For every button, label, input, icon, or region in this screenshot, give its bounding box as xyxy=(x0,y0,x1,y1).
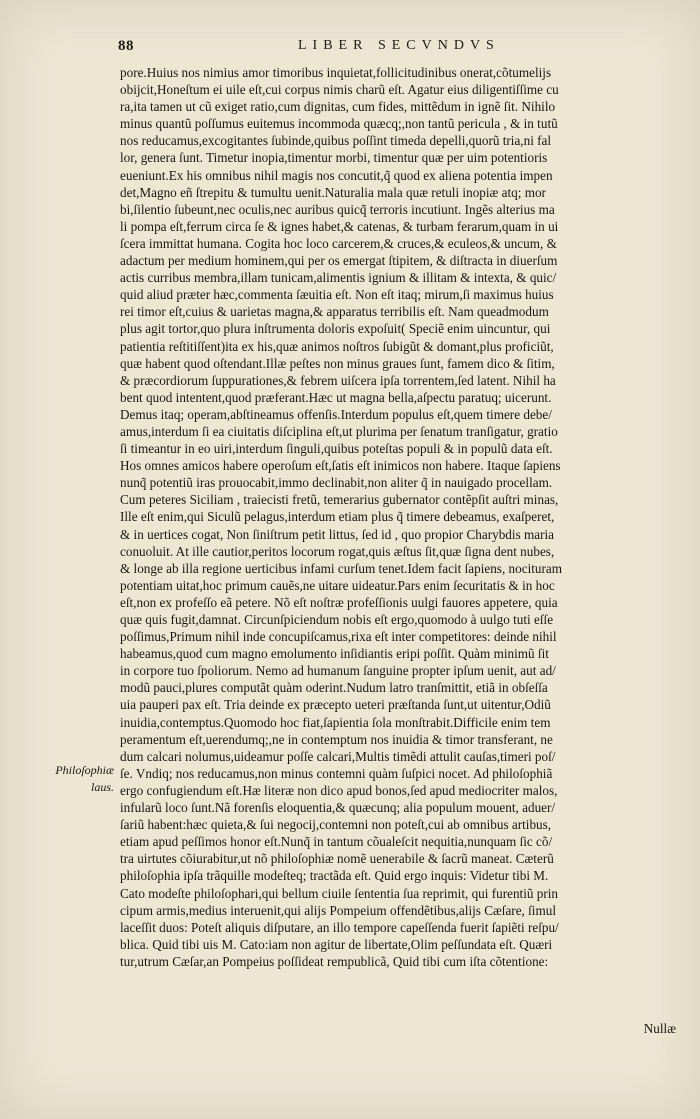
text-line: ſariũ habent:hæc quieta,& ſui negocij,contemni non poteſt,cui ab omnibus artibus, xyxy=(120,817,552,833)
text-line: poſſimus,Primum nihil inde concupiſcamus,rixa eſt inter competitores: deinde nihil xyxy=(120,629,557,645)
text-line: & præcordiorum ſuppurationes,& febrem uiſcera ipſa torrentem,ſed latent. Nihil ha xyxy=(120,372,556,388)
text-line: Cum peteres Siciliam , traiecisti fretũ, temerarius gubernator contẽpſit auſtri minas, xyxy=(120,492,559,508)
text-line: eſt,non ex profeſſo eã petere. Nõ eſt noſtræ profeſſionis uulgi fauores appetere, quia xyxy=(120,594,558,610)
text-line: & in uertices cogat, Non ſiniſtrum petit littus, ſed id , quo propior Charybdis maria xyxy=(120,526,555,542)
text-line: nos reducamus,excogitantes ſubinde,quibus poſſint timeda depelli,quorũ tria,ni fal xyxy=(120,133,552,149)
text-line: tra uirtutes cõiurabitur,ut nõ philoſophiæ nomẽ uenerabile & ſacrũ maneat. Cæterũ xyxy=(120,851,554,867)
text-line: peramentum eſt,uerendumq;,ne in contemptum nos inuidia & timor transferant, ne xyxy=(120,731,553,747)
text-line: Ille eſt enim,qui Siculũ pelagus,interdum etiam plus q̃ timere debeamus, exaſperet, xyxy=(120,509,555,525)
text-line: ſe. Vndiq; nos reducamus,non minus contemni quàm ſuſpici nocet. Ad philoſophiã xyxy=(120,765,553,781)
marginal-note-line: laus. xyxy=(90,780,114,794)
text-line: etiam apud peſſimos honor eſt.Nunq̃ in tantum cõualeſcit nequitia,nunquam ſic cõ/ xyxy=(120,834,553,850)
marginal-note xyxy=(44,762,114,796)
text-line: & longe ab illa regione uerticibus infami curſum tenet.Idem facit ſapiens, nocituram xyxy=(120,560,563,576)
text-line: ergo confugiendum eſt.Hæ literæ non dico apud bonos,ſed apud mediocriter malos, xyxy=(120,782,558,798)
text-line: actis curribus membra,illam tunicam,alimentis ignium & illitam & intexta, & quic/ xyxy=(120,270,557,286)
text-line: amus,interdum ſi ea ciuitatis diſciplina eſt,ut plurima per ſenatum tranſigatur, gratio xyxy=(120,423,558,439)
text-line: adactum per medium hominem,qui per os emergat ſtipitem, & diſtracta in diuerſum xyxy=(120,253,558,269)
text-line: infularũ loco ſunt.Nã forenſis eloquentia,& quæcunq; alia populum mouent, aduer/ xyxy=(120,800,556,816)
text-line: minus quantũ poſſumus euitemus incommoda quæcq;,non tantũ pericula , & in tutũ xyxy=(120,116,558,132)
text-line: bi,ſilentio ſubeunt,nec oculis,nec auribus quicq̃ terroris incutiunt. Ingẽs alterius ma xyxy=(120,201,555,217)
text-line: uia pauperi pax eſt. Tria deinde ex præcepto ueteri præſtanda ſunt,ut uitentur,Odiũ xyxy=(120,697,551,713)
text-line: Demus itaq; operam,abſtineamus offenſis.Interdum populus eſt,quem timere debe/ xyxy=(120,406,552,422)
text-line: patientia reſtitiſſent)ita ex his,quæ animos noſtros ſubigũt & domant,plus proficiũt, xyxy=(120,338,554,354)
text-line: blica. Quid tibi uis M. Cato:iam non agitur de libertate,Olim peſſundata eſt. Quæri xyxy=(120,936,553,952)
text-line: plus agit tortor,quo plura inſtrumenta doloris expoſuit( Speciẽ enim uincuntur, qui xyxy=(120,321,551,337)
text-line: conuoluit. At ille cautior,peritos locorum rogat,quis æſtus ſit,quæ ſigna dent nubes, xyxy=(120,543,555,559)
text-line: lor, genera ſunt. Timetur inopia,timentur morbi, timentur quæ per uim potentioris xyxy=(120,150,548,166)
text-line: quæ quis fugit,damnat. Circunſpiciendum nobis eſt ergo,quomodo à uulgo tuti eſſe xyxy=(120,612,554,627)
text-line: cipum armis,medius interuenit,qui alijs Pompeium offendẽtibus,alijs Cæſare, ſimul xyxy=(120,902,556,918)
text-line: quid aliud præter hæc,commenta ſæuitia eſt. Non eſt itaq; mirum,ſi maximus huius xyxy=(120,287,554,303)
text-line: ſi timeantur in eo uiri,interdum ſinguli,quibus poteſtas populi & in populũ data eſt. xyxy=(120,441,553,457)
text-line: dum calcari nolumus,uideamur poſſe calcari,Multis timẽdi attulit cauſas,timeri poſ/ xyxy=(120,748,556,764)
page-header xyxy=(118,38,678,60)
text-line: quæ habent quod oſtendant.Illæ peſtes non minus graues ſunt, famem dico & ſitim, xyxy=(120,355,555,371)
text-line: det,Magno eñ ſtrepitu & tumultu uenit.Naturalia mala quæ retuli inopiæ atq; mor xyxy=(120,184,546,200)
text-line: habeamus,quod cum magno emolumento inſidiantis eripi poſſit. Quàm minimũ ſit xyxy=(120,646,549,662)
text-line: nunq̃ potentiũ iras prouocabit,immo declinabit,non aliter q̃ in nauigado procellam. xyxy=(120,475,553,491)
text-line: inuidia,contemptus.Quomodo hoc fiat,ſapientia ſola monſtrabit.Difficile enim tem xyxy=(120,714,551,730)
text-line: Hos omnes amicos habere operoſum eſt,ſatis eſt inimicos non habere. Itaque ſapiens xyxy=(120,458,561,474)
text-line: in corpore tuo ſpoliorum. Nemo ad humanum ſanguine propter ipſum uenit, aut ad/ xyxy=(120,663,556,679)
text-line: pore.Huius nos nimius amor timoribus inquietat,follicitudinibus onerat,cõtumelijs xyxy=(120,65,552,80)
text-line: li pompa eſt,ferrum circa ſe & ignes habet,& catenas, & turbam ferarum,quam in ui xyxy=(120,218,559,234)
text-line: potentiam uitat,hoc primum cauẽs,ne uitare uideatur.Pars enim ſecuritatis & in hoc xyxy=(120,577,555,593)
text-line: bent quod intentent,quod præferant.Hæc ut magna bella,aſpectu paratuq; uicerunt. xyxy=(120,389,552,405)
catchword: Nullæ xyxy=(643,1021,676,1036)
text-line: philoſophia ipſa trãquille modeſteq; tractãda eſt. Quid ergo inquis: Videtur tibi M. xyxy=(120,868,549,884)
text-line: tur,utrum Cæſar,an Pompeius poſſideat rempublicã, Quid tibi cum iſta cõtentione: xyxy=(120,953,549,969)
text-line: modũ pauci,plures computãt quàm oderint.Nudum latro tranſmittit, etiã in obſeſſa xyxy=(120,680,548,696)
page-number: 88 xyxy=(118,38,134,54)
text-line: ra,ita tamen ut cũ exiget ratio,cum dignitas, cum fides, mittẽdum in ignẽ ſit. Nihilo xyxy=(120,99,556,115)
text-line: eueniunt.Ex his omnibus nihil magis nos concutit,q̃ quod ex aliena potentia impen xyxy=(120,167,553,183)
text-line: obijcit,Honeſtum ei uile eſt,cui corpus nimis charũ eſt. Agatur eius diligentiſſime cu xyxy=(120,82,559,98)
marginal-note-line: Philoſophiæ xyxy=(55,763,114,777)
text-line: ſcera immittat humana. Cogita hoc loco carcerem,& cruces,& eculeos,& uncum, & xyxy=(120,235,557,251)
text-line: laceſſit duos: Poteſt aliquis diſputare, an illo tempore capeſſenda fuerit ſapiẽti reſpu/ xyxy=(120,919,559,935)
running-head: LIBER SECVNDVS xyxy=(298,38,500,53)
text-line: Cato modeſte philoſophari,qui bellum ciuile ſententia ſua reprimit, qui furentiũ prin xyxy=(120,885,559,901)
text-line: rei timor eſt,cuius & uarietas magna,& apparatus terribilis eſt. Nam queadmodum xyxy=(120,304,549,320)
main-text-block xyxy=(120,64,680,970)
